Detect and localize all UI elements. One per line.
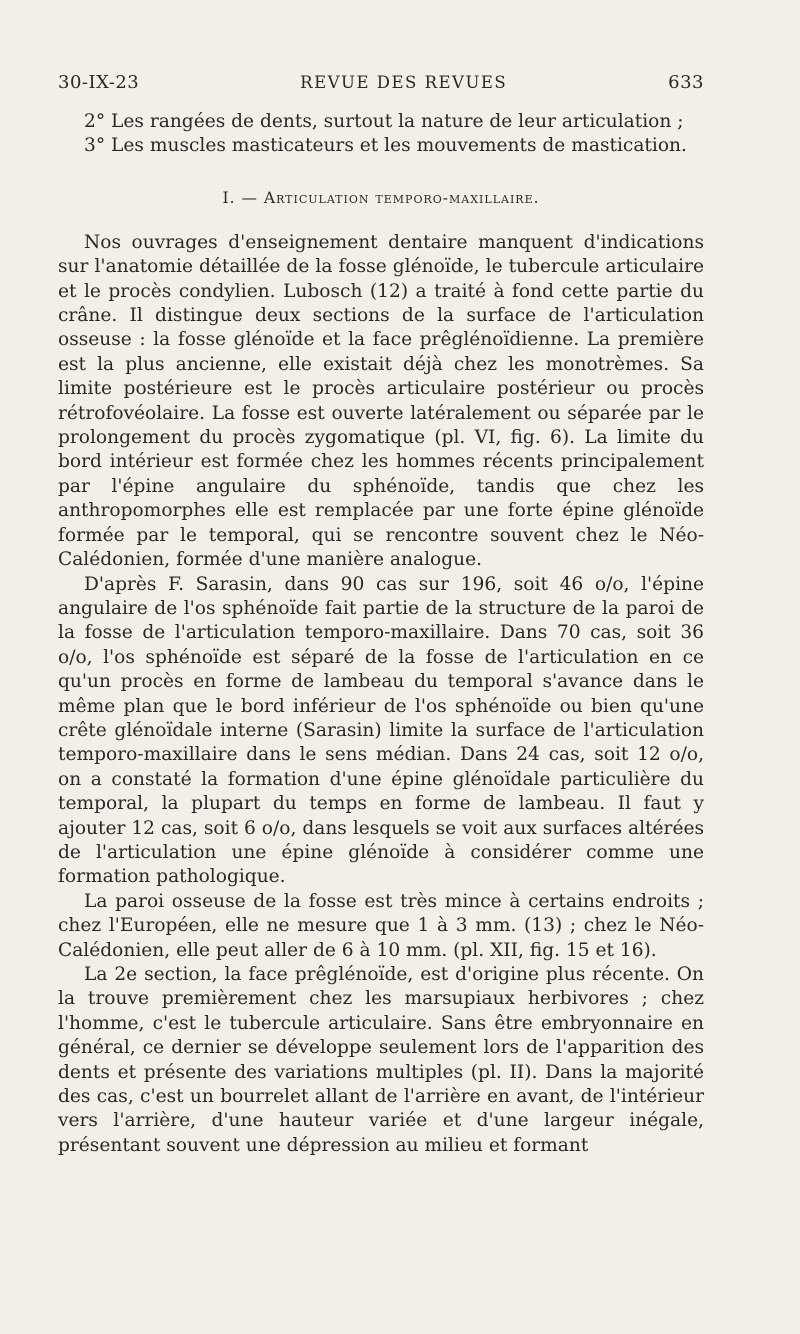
body-paragraph: La 2e section, la face prêglénoïde, est d'origine plus récente. On la trouve premièrement chez les marsupiaux herbivores ; chez l'homme, c'est le tubercule articulaire. Sans être embryonnaire en général, ce dernier se développe seulement lors de l'apparition des dents et présente des variations multiples (pl. II). Dans la majorité des cas, c'est un bourrelet allant de l'arrière en avant, de l'intérieur vers l'arrière, d'une hauteur variée et d'une largeur inégale, présentant souvent une dépression au milieu et formant — [58, 964, 704, 1156]
document-page — [58, 72, 704, 1158]
body-paragraph: Nos ouvrages d'enseignement dentaire manquent d'indications sur l'anatomie détaillée de la fosse glénoïde, le tubercule articulaire et le procès condylien. Lubosch (12) a traité à fond cette partie du crâne. Il distingue deux sections de la surface de l'articulation osseuse : la fosse glénoïde et la face prêglénoïdienne. La première est la plus ancienne, elle existait déjà chez les monotrèmes. Sa limite postérieure est le procès articulaire postérieur ou procès rétrofovéolaire. La fosse est ouverte latéralement ou séparée par le prolongement du procès zygomatique (pl. VI, fig. 6). La limite du bord intérieur est formée chez les hommes récents principalement par l'épine angulaire du sphénoïde, tandis que chez les anthropomorphes elle est remplacée par une forte épine glénoïde formée par le temporal, qui se rencontre souvent chez le Néo-Calédonien, formée d'une manière analogue. — [58, 231, 704, 571]
body-paragraph: D'après F. Sarasin, dans 90 cas sur 196, soit 46 o/o, l'épine angulaire de l'os sphénoïde fait partie de la structure de la paroi de la fosse de l'articulation temporo-maxillaire. Dans 70 cas, soit 36 o/o, l'os sphénoïde est séparé de la fosse de l'articulation en ce qu'un procès en forme de lambeau du temporal s'avance dans le même plan que le bord inférieur de l'os sphénoïde ou bien qu'une crête glénoïdale interne (Sarasin) limite la surface de l'articulation temporo-maxillaire dans le sens médian. Dans 24 cas, soit 12 o/o, on a constaté la formation d'une épine glénoïdale particulière du temporal, la plupart du temps en forme de lambeau. Il faut y ajouter 12 cas, soit 6 o/o, dans lesquels se voit aux surfaces altérées de l'articulation une épine glénoïde à considérer comme une formation pathologique. — [58, 573, 704, 888]
list-item: 3° Les muscles masticateurs et les mouvements de mastication. — [84, 135, 687, 157]
section-heading: I. — Articulation temporo-maxillaire. — [222, 188, 540, 207]
running-header — [58, 72, 704, 102]
header-date: 30-IX-23 — [58, 72, 140, 93]
body-paragraph: La paroi osseuse de la fosse est très mince à certains endroits ; chez l'Européen, elle ne mesure que 1 à 3 mm. (13) ; chez le Néo-Calédonien, elle peut aller de 6 à 10 mm. (pl. XII, fig. 15 et 16). — [58, 890, 704, 961]
list-item: 2° Les rangées de dents, surtout la nature de leur articulation ; — [84, 111, 684, 132]
page-number: 633 — [668, 72, 704, 93]
journal-title: REVUE DES REVUES — [300, 73, 508, 92]
